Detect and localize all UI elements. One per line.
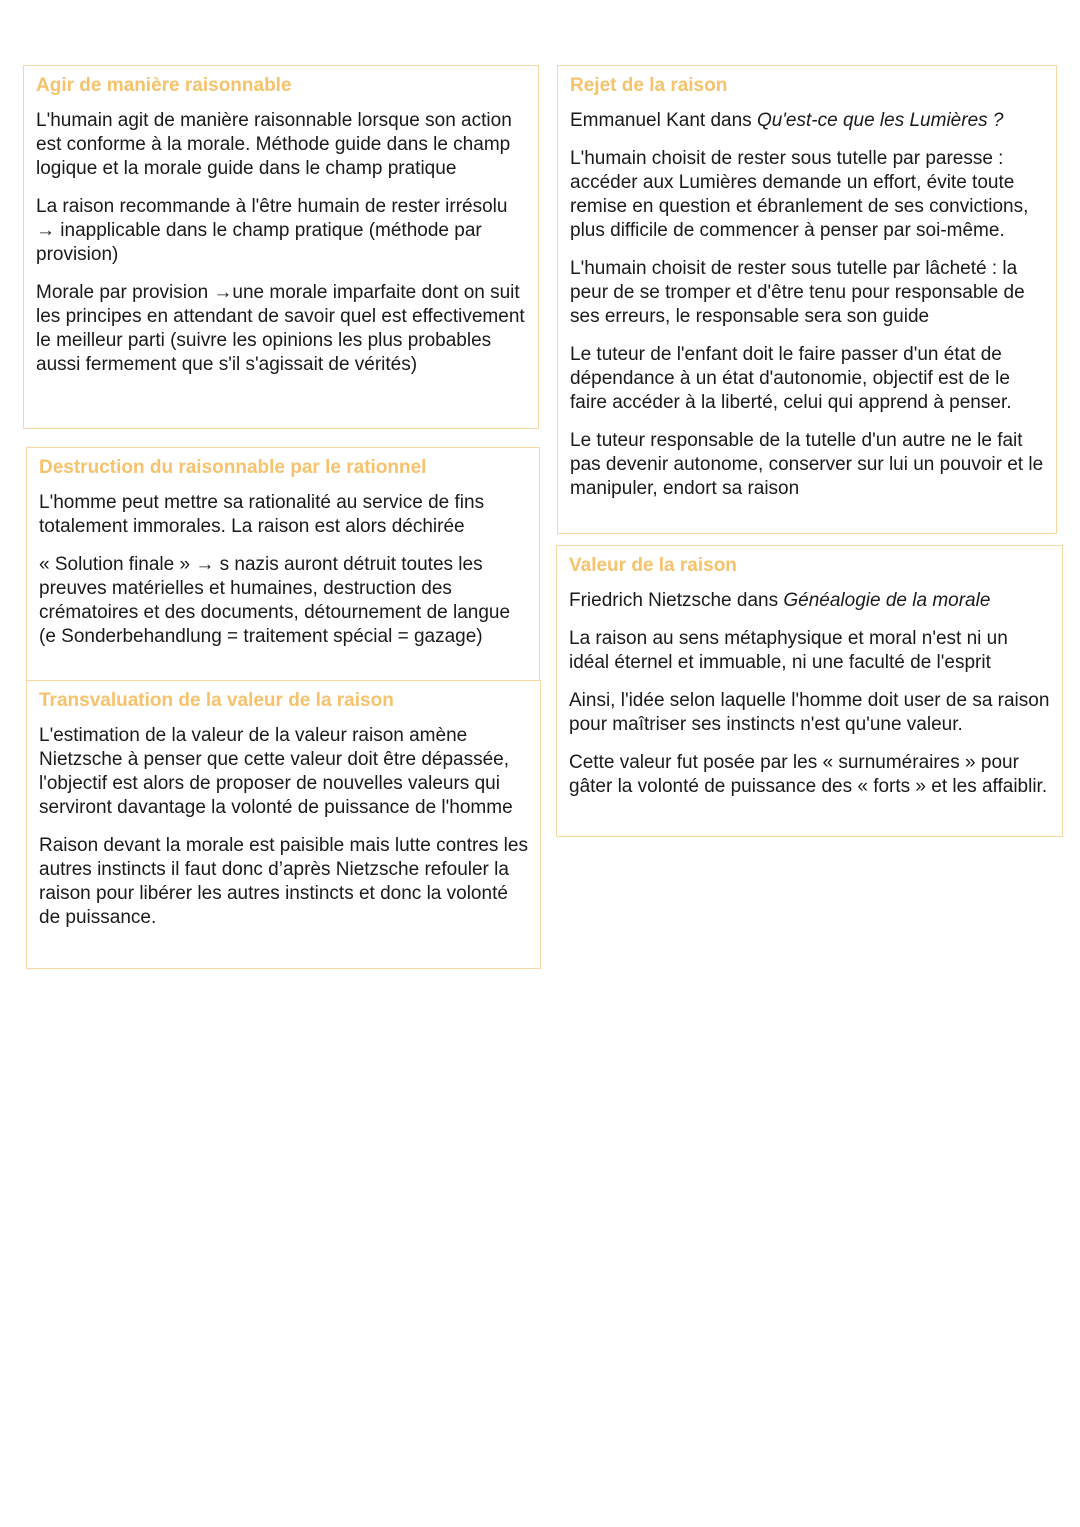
author-line xyxy=(570,109,1044,133)
card-title: Valeur de la raison xyxy=(569,555,737,576)
paragraph: L'humain choisit de rester sous tutelle par paresse : accéder aux Lumières demande un effort, évite toute remise en question et ébranlement de ses convictions, plus difficile de commencer à penser par soi-même. xyxy=(570,148,1029,241)
paragraph: L'homme peut mettre sa rationalité au service de fins totalement immorales. La raison est alors déchirée xyxy=(39,492,485,537)
paragraph: Raison devant la morale est paisible mais lutte contres les autres instincts il faut donc d’après Nietzsche refouler la raison pour libérer les autres instincts et donc la volonté de puissance. xyxy=(39,835,528,928)
paragraph: Ainsi, l'idée selon laquelle l'homme doit user de sa raison pour maîtriser ses instincts n'est qu'une valeur. xyxy=(569,690,1050,735)
card-valeur-raison xyxy=(556,545,1063,837)
paragraph: La raison recommande à l'être humain de rester irrésolu → inapplicable dans le champ pratique (méthode par provision) xyxy=(36,196,508,265)
card-title: Rejet de la raison xyxy=(570,75,728,96)
card-destruction-raisonnable xyxy=(26,447,540,681)
paragraph: Le tuteur de l'enfant doit le faire passer d'un état de dépendance à un état d'autonomie, objectif est de le faire accéder à la liberté, celui qui apprend à penser. xyxy=(570,344,1012,413)
author-prefix: Emmanuel Kant dans xyxy=(570,110,752,131)
author-prefix: Friedrich Nietzsche dans xyxy=(569,590,779,611)
card-title: Transvaluation de la valeur de la raison xyxy=(39,690,394,711)
paragraph: Morale par provision →une morale imparfaite dont on suit les principes en attendant de savoir quel est effectivement le meilleur parti (suivre les opinions les plus probables aussi fermement que s'il s'agissait de vérités) xyxy=(36,282,525,375)
card-title: Destruction du raisonnable par le rationnel xyxy=(39,457,427,478)
paragraph: L'estimation de la valeur de la valeur raison amène Nietzsche à penser que cette valeur doit être dépassée, l'objectif est alors de proposer de nouvelles valeurs qui serviront davantage la volonté de puissance de l'homme xyxy=(39,725,513,818)
paragraph: La raison au sens métaphysique et moral n'est ni un idéal éternel et immuable, ni une faculté de l'esprit xyxy=(569,628,1008,673)
card-transvaluation xyxy=(26,680,541,969)
paragraph: Cette valeur fut posée par les « surnuméraires » pour gâter la volonté de puissance des « forts » et les affaiblir. xyxy=(569,752,1048,797)
author-line xyxy=(569,589,1050,613)
card-rejet-raison xyxy=(557,65,1057,534)
work-title: Généalogie de la morale xyxy=(783,590,991,611)
paragraph: Le tuteur responsable de la tutelle d'un autre ne le fait pas devenir autonome, conserver sur lui un pouvoir et le manipuler, endort sa raison xyxy=(570,430,1044,499)
card-agir-raisonnable xyxy=(23,65,539,429)
work-title: Qu'est-ce que les Lumières ? xyxy=(756,110,1004,131)
card-title: Agir de manière raisonnable xyxy=(36,75,292,96)
paragraph: « Solution finale » → s nazis auront détruit toutes les preuves matérielles et humaines, destruction des crématoires et des documents, détournement de langue (e Sonderbehandlung = traitement spécial = gazage) xyxy=(39,554,511,647)
paragraph: L'humain agit de manière raisonnable lorsque son action est conforme à la morale. Méthode guide dans le champ logique et la morale guide dans le champ pratique xyxy=(36,110,512,179)
paragraph: L'humain choisit de rester sous tutelle par lâcheté : la peur de se tromper et d'être tenu pour responsable de ses erreurs, le responsable sera son guide xyxy=(570,258,1025,327)
